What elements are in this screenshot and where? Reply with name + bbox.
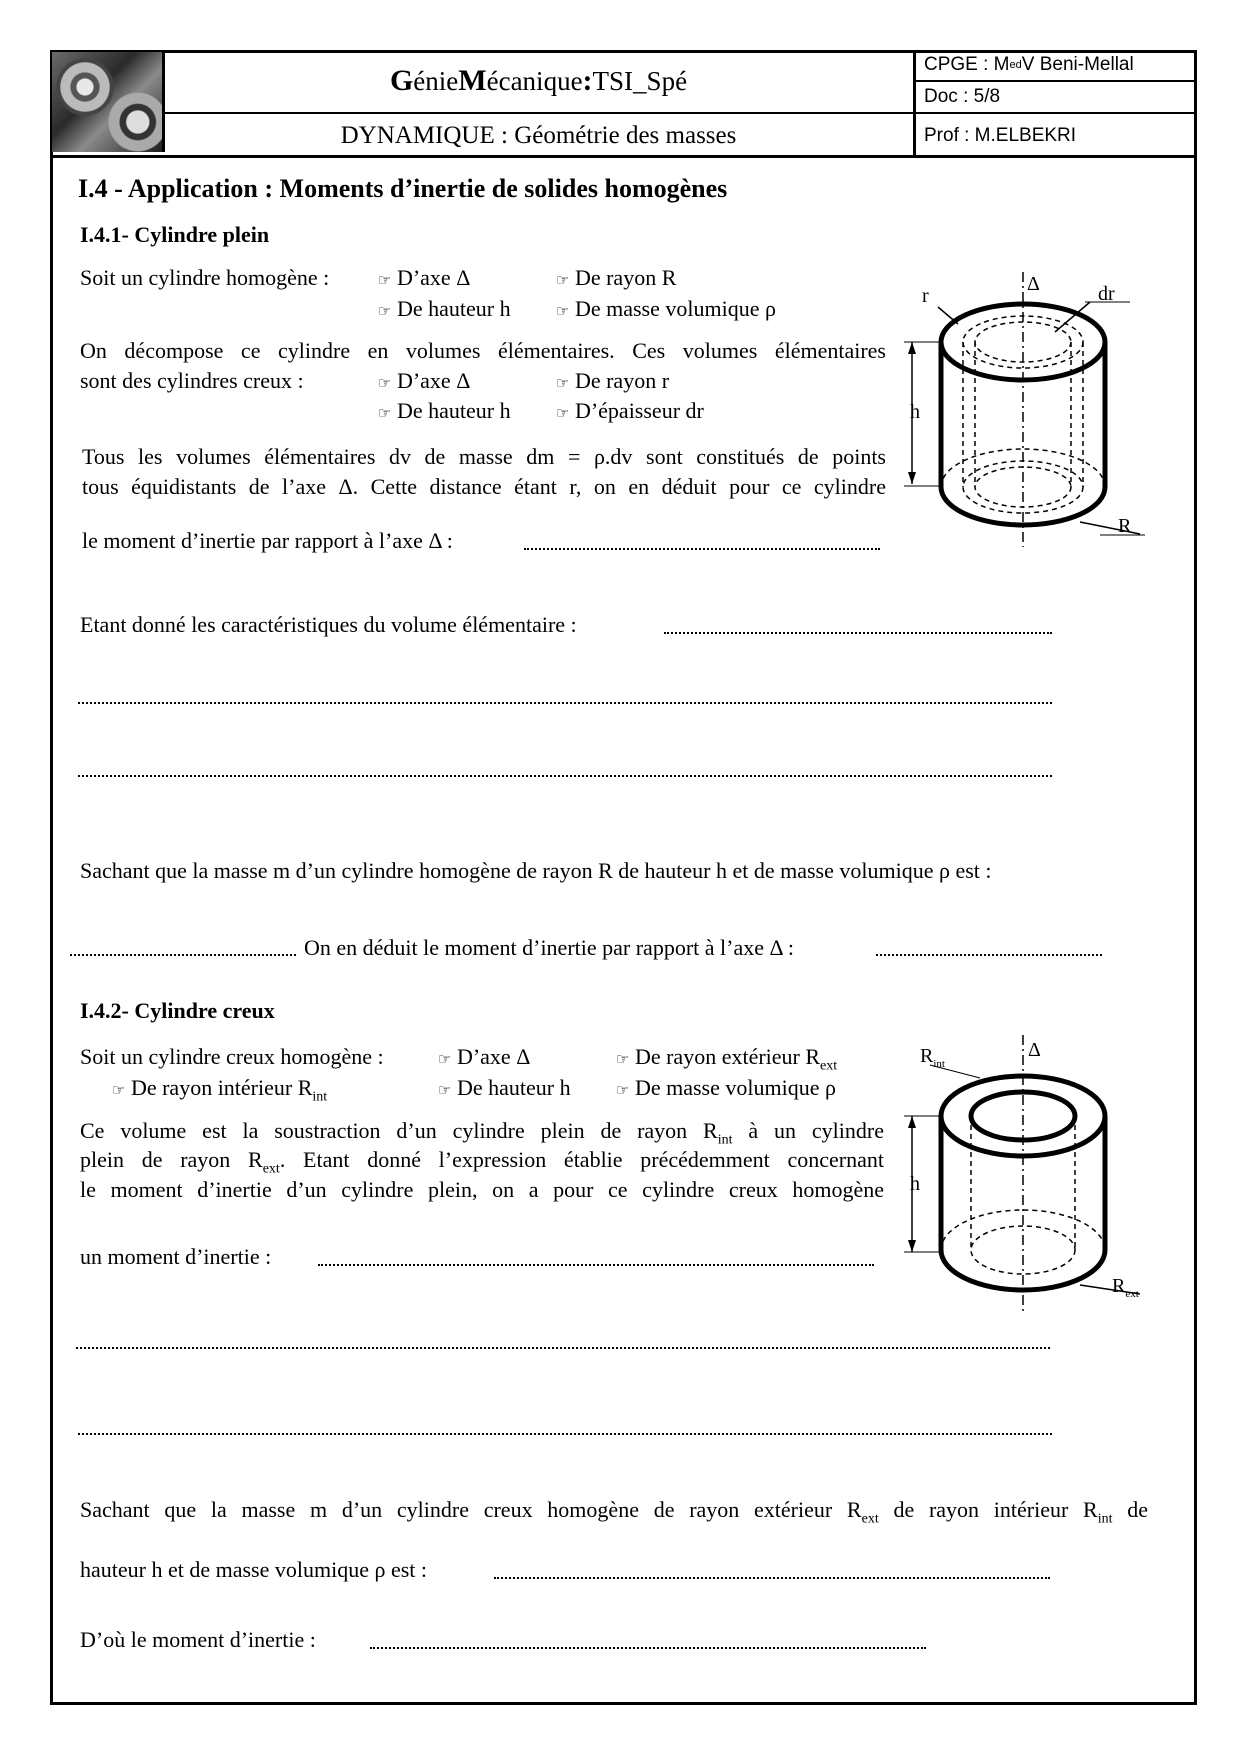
paragraph-line: Sachant que la masse m d’un cylindre creux homogène de rayon extérieur $R_{ext}$ de rayon intérieur $R_{int}$ de [80,1497,1149,1527]
answer-blank[interactable] [76,1347,1050,1349]
paragraph-line: tous équidistants de l’axe Δ. Cette distance étant r, on en déduit pour ce cylindre [82,474,886,499]
bullet-item: ☞ De masse volumique ρ [616,1075,836,1100]
pointing-hand-icon: ☞ [556,271,570,289]
label-delta: Δ [1028,1039,1041,1061]
solid-cylinder-figure [890,262,1160,552]
answer-blank[interactable] [318,1264,874,1266]
answer-blank[interactable] [78,702,1052,704]
label-dr: dr [1098,283,1115,305]
paragraph-line: On décompose ce cylindre en volumes élémentaires. Ces volumes élémentaires [80,338,886,363]
pointing-hand-icon: ☞ [112,1081,126,1099]
bullet-item: ☞ De hauteur h [438,1075,571,1100]
answer-blank[interactable] [70,954,296,956]
school-name: CPGE : M ed V Beni-Mellal [916,50,1197,82]
bullet-item: ☞ De rayon intérieur $R_{int}$ [112,1075,328,1105]
paragraph-line: plein de rayon $R_{ext}$. Etant donné l’expression établie précédemment concernant [80,1147,884,1177]
paragraph-line: D’où le moment d’inertie : [80,1627,316,1652]
label-r: r [922,285,929,307]
label-Rext: $R_{ext}$ [1112,1275,1139,1300]
paragraph-line: Ce volume est la soustraction d’un cylindre plein de rayon $R_{int}$ à un cylindre [80,1118,884,1148]
bullet-item: ☞ D’épaisseur dr [556,398,704,423]
paragraph-line: le moment d’inertie par rapport à l’axe Δ : [82,528,453,553]
header-rule [50,155,1197,158]
label-h: h [910,1173,920,1195]
bullet-item: ☞ D’axe Δ [378,265,471,290]
answer-blank[interactable] [370,1647,926,1649]
course-title: G énie M écanique : TSI_Spé [164,50,916,114]
pointing-hand-icon: ☞ [556,302,570,320]
label-R: R [1118,515,1132,537]
pointing-hand-icon: ☞ [378,302,392,320]
bullet-item: ☞ De hauteur h [378,398,511,423]
bullet-item: ☞ De rayon r [556,368,670,393]
pointing-hand-icon: ☞ [616,1050,630,1068]
answer-blank[interactable] [664,632,1052,634]
label-Rint: $R_{int}$ [920,1045,945,1070]
pointing-hand-icon: ☞ [378,374,392,392]
answer-blank[interactable] [494,1577,1050,1579]
chapter-subtitle: DYNAMIQUE : Géométrie des masses [164,114,916,157]
section-title: I.4 - Application : Moments d’inertie de solides homogènes [78,174,728,203]
gears-logo [52,52,165,152]
paragraph-line: Tous les volumes élémentaires dv de masse dm = ρ.dv sont constitués de points [82,444,886,469]
answer-blank[interactable] [876,954,1102,956]
pointing-hand-icon: ☞ [378,271,392,289]
pointing-hand-icon: ☞ [438,1081,452,1099]
bullet-item: ☞ De masse volumique ρ [556,296,776,321]
plein-intro: Soit un cylindre homogène : [80,265,330,290]
paragraph-line: un moment d’inertie : [80,1244,272,1269]
answer-blank[interactable] [78,1433,1052,1435]
paragraph-line: le moment d’inertie d’un cylindre plein, on a pour ce cylindre creux homogène [80,1177,884,1202]
pointing-hand-icon: ☞ [378,404,392,422]
r-leader [938,307,958,324]
paragraph-line: hauteur h et de masse volumique ρ est : [80,1557,428,1582]
header [50,50,1197,157]
subsection-title-plein: I.4.1- Cylindre plein [80,222,270,247]
pointing-hand-icon: ☞ [616,1081,630,1099]
label-h: h [910,401,920,423]
paragraph-line: Etant donné les caractéristiques du volume élémentaire : [80,612,577,637]
bullet-item: ☞ De rayon extérieur $R_{ext}$ [616,1044,838,1074]
pointing-hand-icon: ☞ [438,1050,452,1068]
paragraph-line: On en déduit le moment d’inertie par rapport à l’axe Δ : [304,935,795,960]
creux-intro: Soit un cylindre creux homogène : [80,1044,384,1069]
pointing-hand-icon: ☞ [556,404,570,422]
doc-number: Doc : 5/8 [916,82,1197,114]
paragraph-line: sont des cylindres creux : [80,368,304,393]
hollow-cylinder-figure [890,1030,1160,1320]
paragraph-line: Sachant que la masse m d’un cylindre homogène de rayon R de hauteur h et de masse volumique ρ est : [80,858,992,883]
subsection-title-creux: I.4.2- Cylindre creux [80,998,275,1023]
label-delta: Δ [1027,273,1040,295]
teacher-name: Prof : M.ELBEKRI [924,124,1077,146]
bullet-item: ☞ D’axe Δ [438,1044,531,1069]
bullet-item: ☞ De rayon R [556,265,677,290]
answer-blank[interactable] [524,548,880,550]
answer-blank[interactable] [78,775,1052,777]
bullet-item: ☞ De hauteur h [378,296,511,321]
bullet-item: ☞ D’axe Δ [378,368,471,393]
pointing-hand-icon: ☞ [556,374,570,392]
